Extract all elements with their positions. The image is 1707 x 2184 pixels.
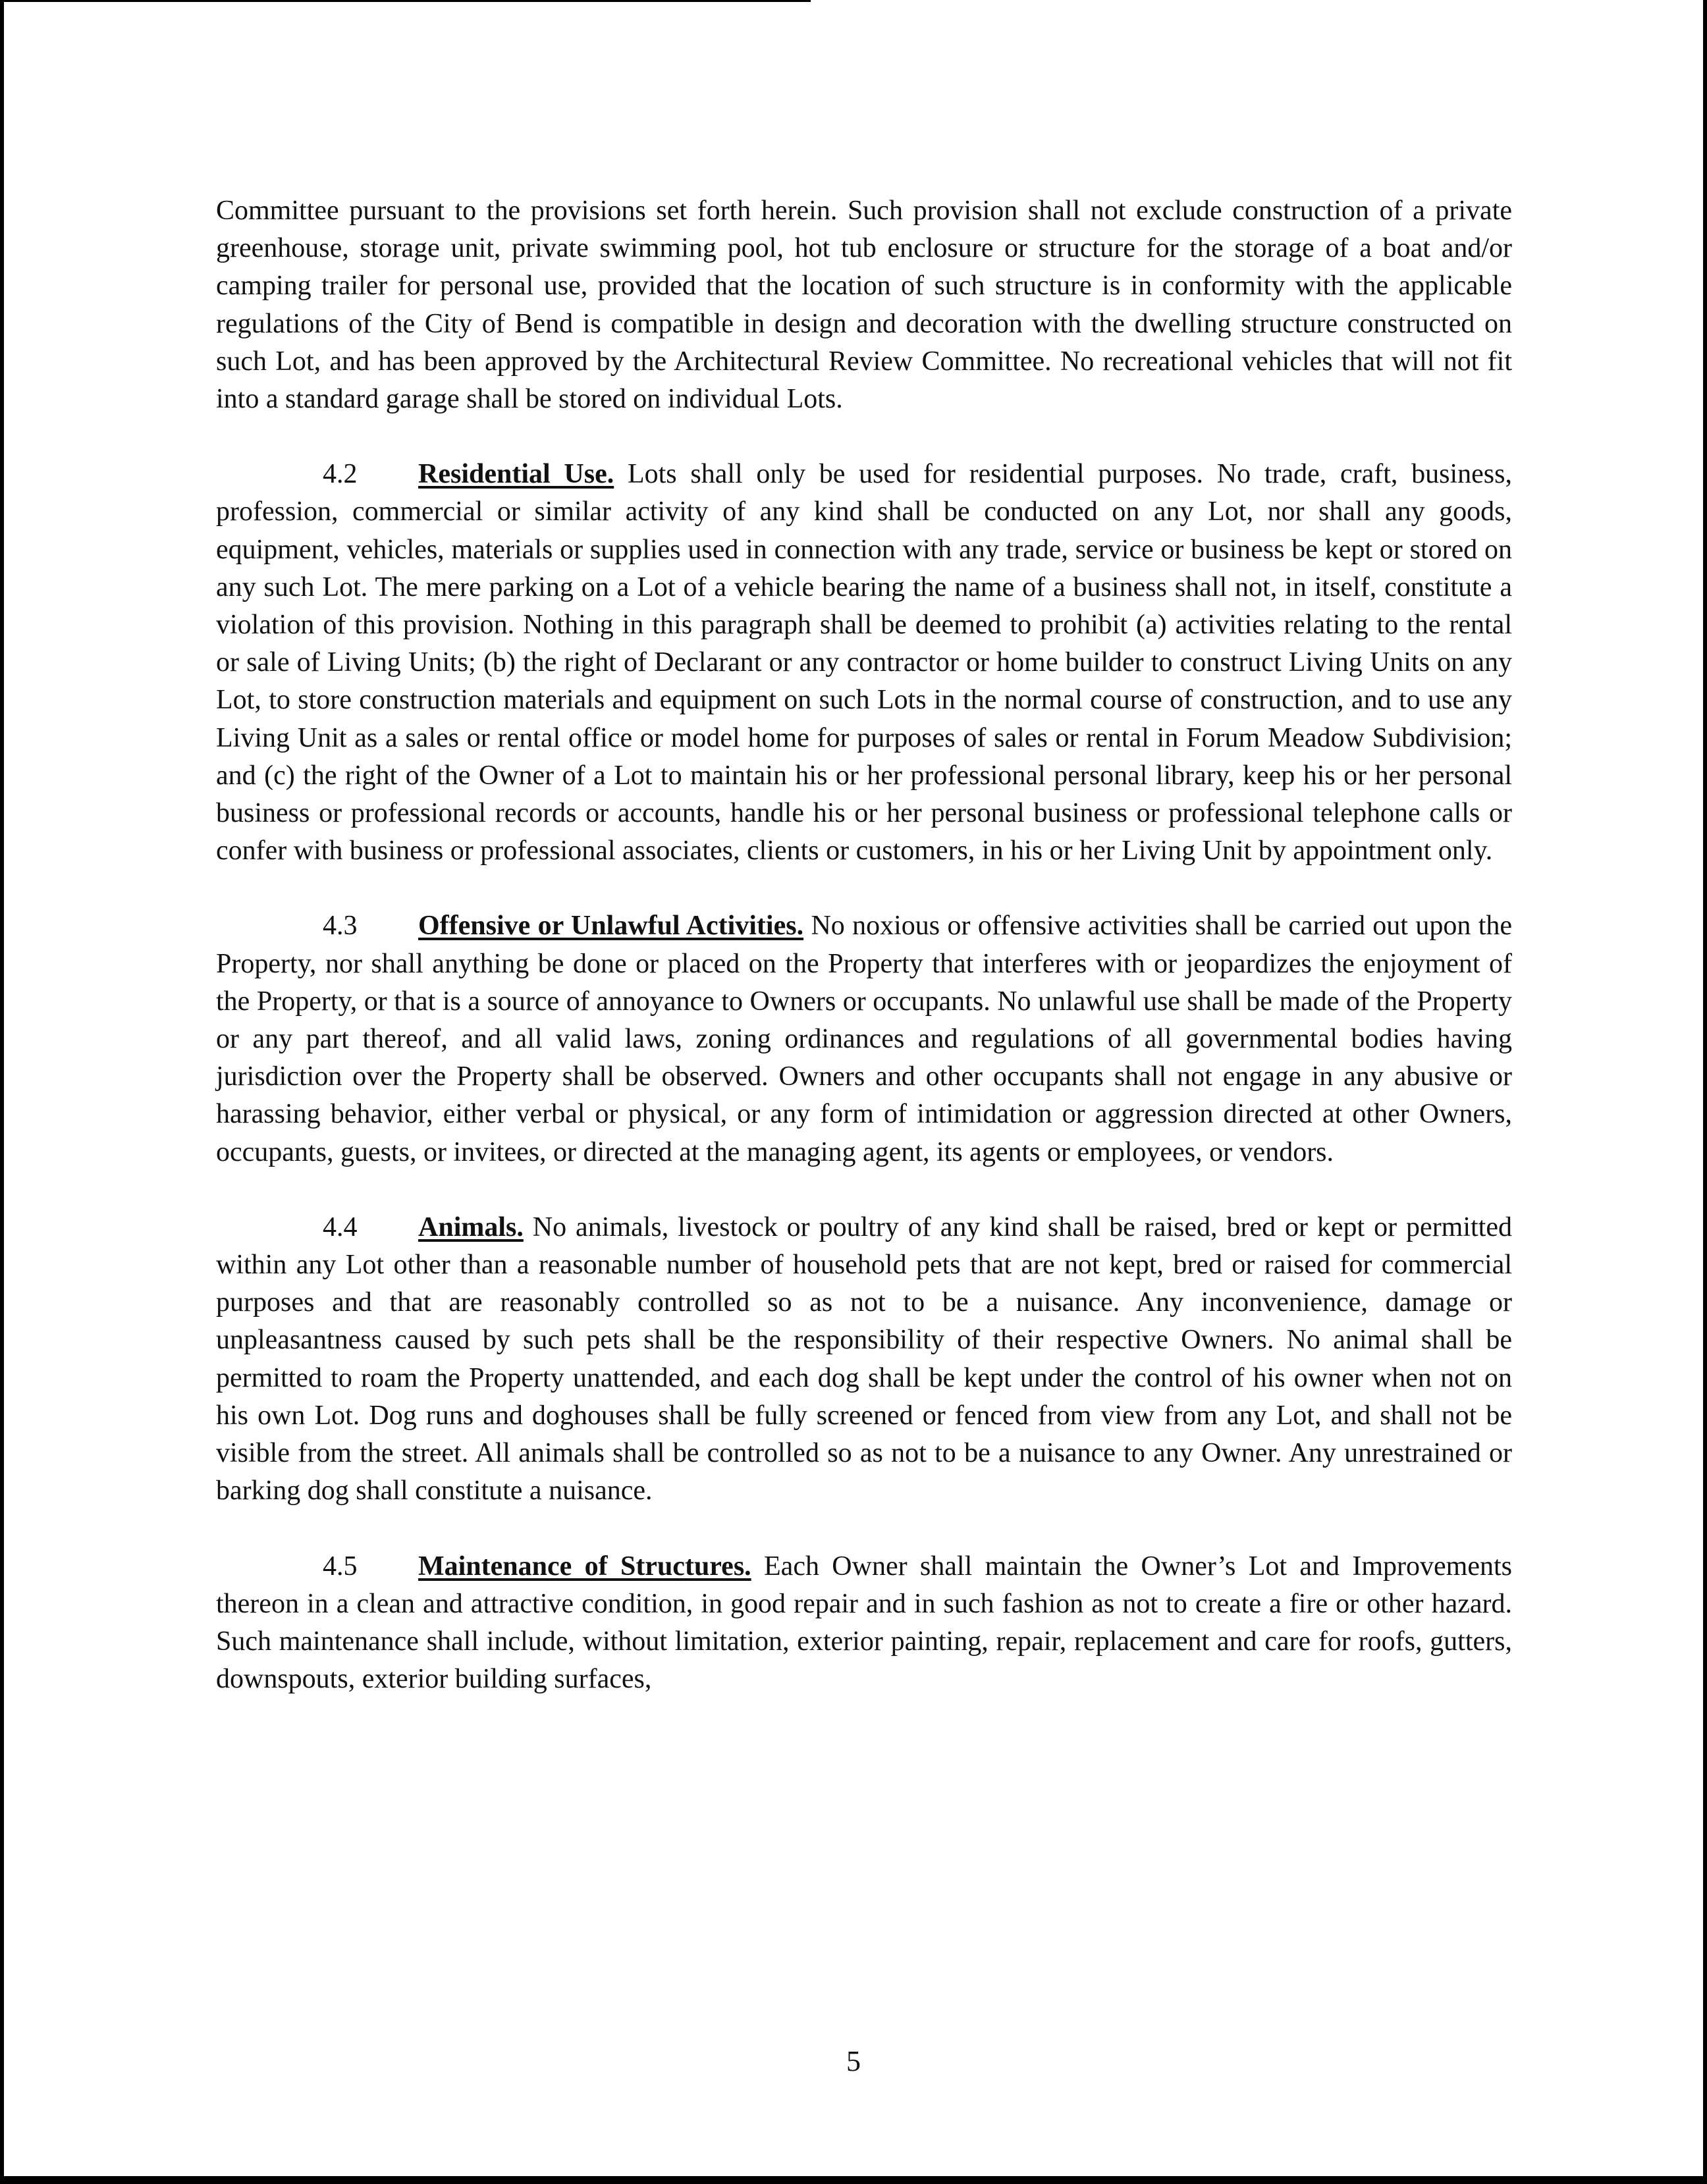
section-4-5 <box>216 1548 1512 1699</box>
intro-paragraph: Committee pursuant to the provisions set forth herein. Such provision shall not exclude construction of a private greenhouse, storage unit, private swimming pool, hot tub enclosure or structure for the storage of a boat and/or camping trailer for personal use, provided that the location of such structure is in conformity with the applicable regulations of the City of Bend is compatible in design and decoration with the dwelling structure constructed on such Lot, and has been approved by the Architectural Review Committee. No recreational vehicles that will not fit into a standard garage shall be stored on individual Lots. <box>216 196 1512 415</box>
section-heading: Animals. <box>418 1212 524 1242</box>
section-heading: Residential Use. <box>418 459 614 490</box>
section-text: Lots shall only be used for residential purposes. No trade, craft, business, profession, commercial or similar activity of any kind shall be conducted on any Lot, nor shall any goods, equipment, vehicles, materials or supplies used in connection with any trade, service or business be kept or stored on any such Lot. The mere parking on a Lot of a vehicle bearing the name of a business shall not, in itself, constitute a violation of this provision. Nothing in this paragraph shall be deemed to prohibit (a) activities relating to the rental or sale of Living Units; (b) the right of Declarant or any contractor or home builder to construct Living Units on any Lot, to store construction materials and equipment on such Lots in the normal course of construction, and to use any Living Unit as a sales or rental office or model home for purposes of sales or rental in Forum Meadow Subdivision; and (c) the right of the Owner of a Lot to maintain his or her professional personal library, keep his or her personal business or professional records or accounts, handle his or her personal business or professional telephone calls or confer with business or professional associates, clients or customers, in his or her Living Unit by appointment only. <box>216 459 1512 866</box>
section-heading: Offensive or Unlawful Activities. <box>418 911 804 942</box>
section-heading: Maintenance of Structures. <box>418 1551 751 1582</box>
section-text: No animals, livestock or poultry of any kind shall be raised, bred or kept or permitted within any Lot other than a reasonable number of household pets that are not kept, bred or raised for commercial purposes and that are reasonably controlled so as not to be a nuisance. Any inconvenience, damage or unpleasantness caused by such pets shall be the responsibility of their respective Owners. No animal shall be permitted to roam the Property unattended, and each dog shall be kept under the control of his owner when not on his own Lot. Dog runs and doghouses shall be fully screened or fenced from view from any Lot, and shall not be visible from the street. All animals shall be controlled so as not to be a nuisance to any Owner. Any unrestrained or barking dog shall constitute a nuisance. <box>216 1212 1512 1506</box>
page-number: 5 <box>846 2045 861 2077</box>
section-text: No noxious or offensive activities shall be carried out upon the Property, nor shall anything be done or placed on the Property that interferes with or jeopardizes the enjoyment of the Property, or that is a source of annoyance to Owners or occupants. No unlawful use shall be made of the Property or any part thereof, and all valid laws, zoning ordinances and regulations of all governmental bodies having jurisdiction over the Property shall be observed. Owners and other occupants shall not engage in any abusive or harassing behavior, either verbal or physical, or any form of intimidation or aggression directed at other Owners, occupants, guests, or invitees, or directed at the managing agent, its agents or employees, or vendors. <box>216 911 1513 1167</box>
document-page <box>4 0 1703 2176</box>
section-number: 4.3 <box>323 911 358 942</box>
section-text: Each Owner shall maintain the Owner’s Lot and Improvements thereon in a clean and attractive condition, in good repair and in such fashion as not to create a fire or other hazard. Such maintenance shall include, without limitation, exterior painting, repair, replacement and care for roofs, gutters, downspouts, exterior building surfaces, <box>216 1551 1513 1695</box>
section-4-4 <box>216 1209 1512 1510</box>
section-number: 4.5 <box>323 1551 358 1582</box>
section-number: 4.2 <box>323 459 358 490</box>
body-text <box>216 192 1512 1698</box>
section-4-3 <box>216 907 1512 1171</box>
section-4-2 <box>216 456 1512 870</box>
section-number: 4.4 <box>323 1212 358 1242</box>
top-rule <box>4 0 811 2</box>
